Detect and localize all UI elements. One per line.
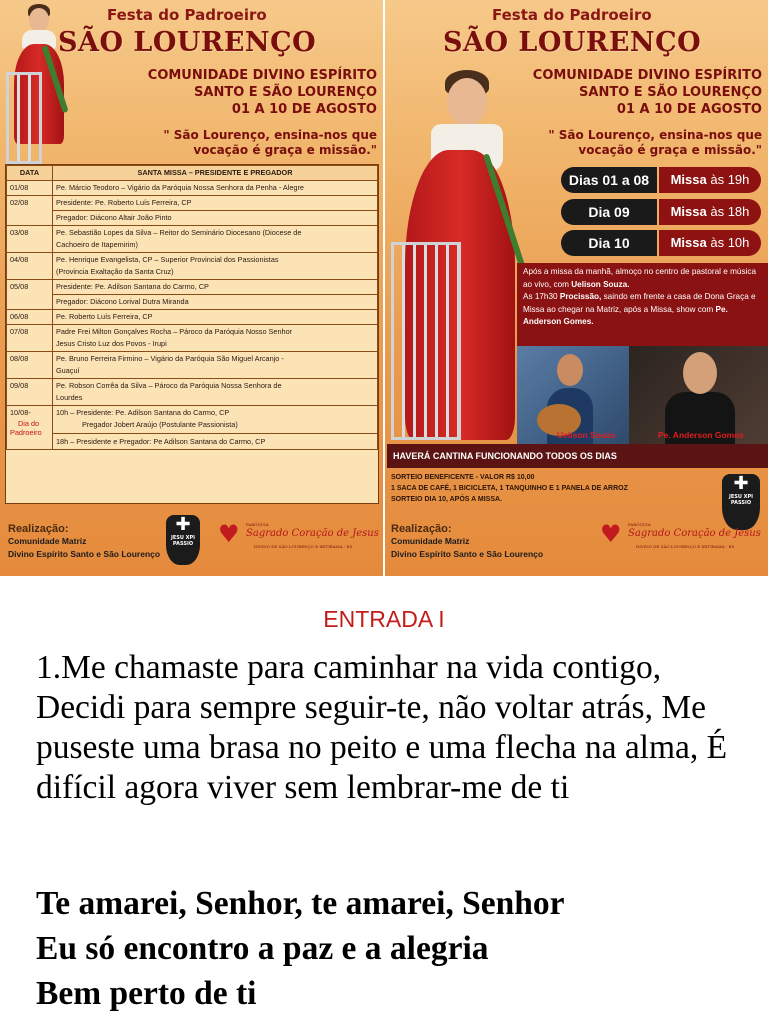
mass-time-pill: Dia 10 Missa às 10h: [561, 230, 761, 256]
schedule-date: 05/08: [7, 280, 53, 310]
motto: " São Lourenço, ensina-nos que vocação é graça e missão.": [163, 128, 377, 157]
table-row: [7, 196, 378, 226]
schedule-date: 01/08: [7, 181, 53, 196]
gridiron-icon: [391, 242, 461, 440]
fest-label: Festa do Padroeiro: [107, 6, 267, 24]
table-row: [7, 379, 378, 406]
community-name: COMUNIDADE DIVINO ESPÍRITO SANTO E SÃO LOURENÇO 01 A 10 DE AGOSTO: [532, 68, 762, 117]
chorus: [36, 881, 752, 1016]
patron-title: SÃO LOURENÇO: [58, 27, 317, 58]
passionist-logo: ✚ JESU XPI PASSIO: [166, 515, 200, 565]
schedule-description: Presidente: Pe. Roberto Luís Ferreira, CP Pregador: Diácono Altair João Pinto: [53, 196, 378, 226]
chorus-line: Bem perto de ti: [36, 975, 257, 1012]
patron-title: SÃO LOURENÇO: [443, 27, 702, 58]
schedule-header-date: DATA: [7, 166, 53, 181]
table-row: [7, 253, 378, 280]
saint-lourenco-figure: [391, 70, 521, 440]
table-row: [7, 352, 378, 379]
chorus-line: Eu só encontro a paz e a alegria: [36, 930, 489, 967]
table-row: [7, 280, 378, 310]
schedule-date: 06/08: [7, 310, 53, 325]
verse-text: 1.Me chamaste para caminhar na vida contigo, Decidi para sempre seguir-te, não voltar atrás, Me puseste uma brasa no peito e uma flecha na alma, É difícil agora viver sem lembrar-me de ti: [36, 649, 728, 806]
schedule-description: Padre Frei Milton Gonçalves Rocha – Pároco da Paróquia Nosso Senhor Jesus Cristo Luz dos Povos - Irupi: [53, 325, 378, 352]
passionist-logo: ✚ JESU XPI PASSIO: [722, 474, 760, 530]
motto: " São Lourenço, ensina-nos que vocação é graça e missão.": [548, 128, 762, 157]
caption-uelison: Uelison Souza: [557, 430, 616, 440]
heart-icon: ♥: [218, 520, 240, 548]
schedule-date: 03/08: [7, 226, 53, 253]
realizacao-block: Realização: Comunidade Matriz Divino Espírito Santo e São Lourenço: [8, 523, 161, 559]
schedule-date: 07/08: [7, 325, 53, 352]
schedule-description: Pe. Márcio Teodoro – Vigário da Paróquia Nossa Senhora da Penha - Alegre: [53, 181, 378, 196]
table-row: [7, 226, 378, 253]
sorteio-info: SORTEIO BENEFICENTE - VALOR R$ 10,00 1 SACA DE CAFÉ, 1 BICICLETA, 1 TANQUINHO E 1 PANELA DE ARROZ SORTEIO DIA 10, APÓS A MISSA.: [391, 474, 628, 503]
event-info-box: Após a missa da manhã, almoço no centro de pastoral e música ao vivo, com Uelison Souza. As 17h30 Procissão, saindo em frente a casa de Dona Graça e Missa ao chegar na Matriz, após a Missa, show com Pe. Anderson Gomes.: [517, 263, 768, 346]
performer-photos: [517, 346, 768, 444]
caption-anderson: Pe. Anderson Gomes: [658, 430, 744, 440]
mass-time-pill: Dias 01 a 08 Missa às 19h: [561, 167, 761, 193]
gridiron-icon: [6, 72, 42, 164]
realizacao-block: Realização: Comunidade Matriz Divino Espírito Santo e São Lourenço: [391, 523, 544, 559]
fest-label: Festa do Padroeiro: [492, 6, 652, 24]
heart-icon: ♥: [600, 520, 622, 548]
table-row: [7, 181, 378, 196]
section-title: ENTRADA I: [323, 606, 445, 632]
cantina-banner: HAVERÁ CANTINA FUNCIONANDO TODOS OS DIAS: [387, 444, 768, 468]
schedule-description: Pe. Robson Corrêa da Silva – Pároco da Paróquia Nossa Senhora de Lourdes: [53, 379, 378, 406]
schedule-description: Pe. Henrique Evangelista, CP – Superior Provincial dos Passionistas (Provincia Exaltação da Santa Cruz): [53, 253, 378, 280]
parish-logo: ♥ PARÓQUIA Sagrado Coração de Jesus DIVINO DE SÃO LOURENÇO E IBITIRAMA - ES: [218, 520, 379, 549]
schedule-description: Presidente: Pe. Adilson Santana do Carmo, CP Pregador: Diácono Lorival Dutra Miranda: [53, 280, 378, 310]
schedule-date: 09/08: [7, 379, 53, 406]
table-row: [7, 310, 378, 325]
schedule-date: 04/08: [7, 253, 53, 280]
chorus-line: Te amarei, Senhor, te amarei, Senhor: [36, 885, 565, 922]
schedule-date: 02/08: [7, 196, 53, 226]
schedule-header-desc: SANTA MISSA – PRESIDENTE E PREGADOR: [53, 166, 378, 181]
schedule-description: Pe. Sebastião Lopes da Silva – Reitor do Seminário Diocesano (Diocese de Cachoeiro de Itapemirim): [53, 226, 378, 253]
mass-time-pill: Dia 09 Missa às 18h: [561, 199, 761, 225]
table-row: 10/08- Dia do Padroeiro 10h – Presidente: Pe. Adilson Santana do Carmo, CP Pregador Jobert Araújo (Postulante Passionista) 18h – Presidente e Pregador: Pe Adilson Santana do Carmo, CP: [7, 406, 378, 450]
mass-schedule-table: [5, 164, 379, 504]
table-row: [7, 325, 378, 352]
schedule-description: Pe. Roberto Luís Ferreira, CP: [53, 310, 378, 325]
schedule-date: 08/08: [7, 352, 53, 379]
community-name: COMUNIDADE DIVINO ESPÍRITO SANTO E SÃO LOURENÇO 01 A 10 DE AGOSTO: [147, 68, 377, 117]
parish-logo: ♥ PARÓQUIA Sagrado Coração de Jesus DIVINO DE SÃO LOURENÇO E IBITIRAMA - ES: [600, 520, 761, 549]
poster-left: [0, 0, 383, 576]
schedule-description: Pe. Bruno Ferreira Firmino – Vigário da Paróquia São Miguel Arcanjo - Guaçuí: [53, 352, 378, 379]
